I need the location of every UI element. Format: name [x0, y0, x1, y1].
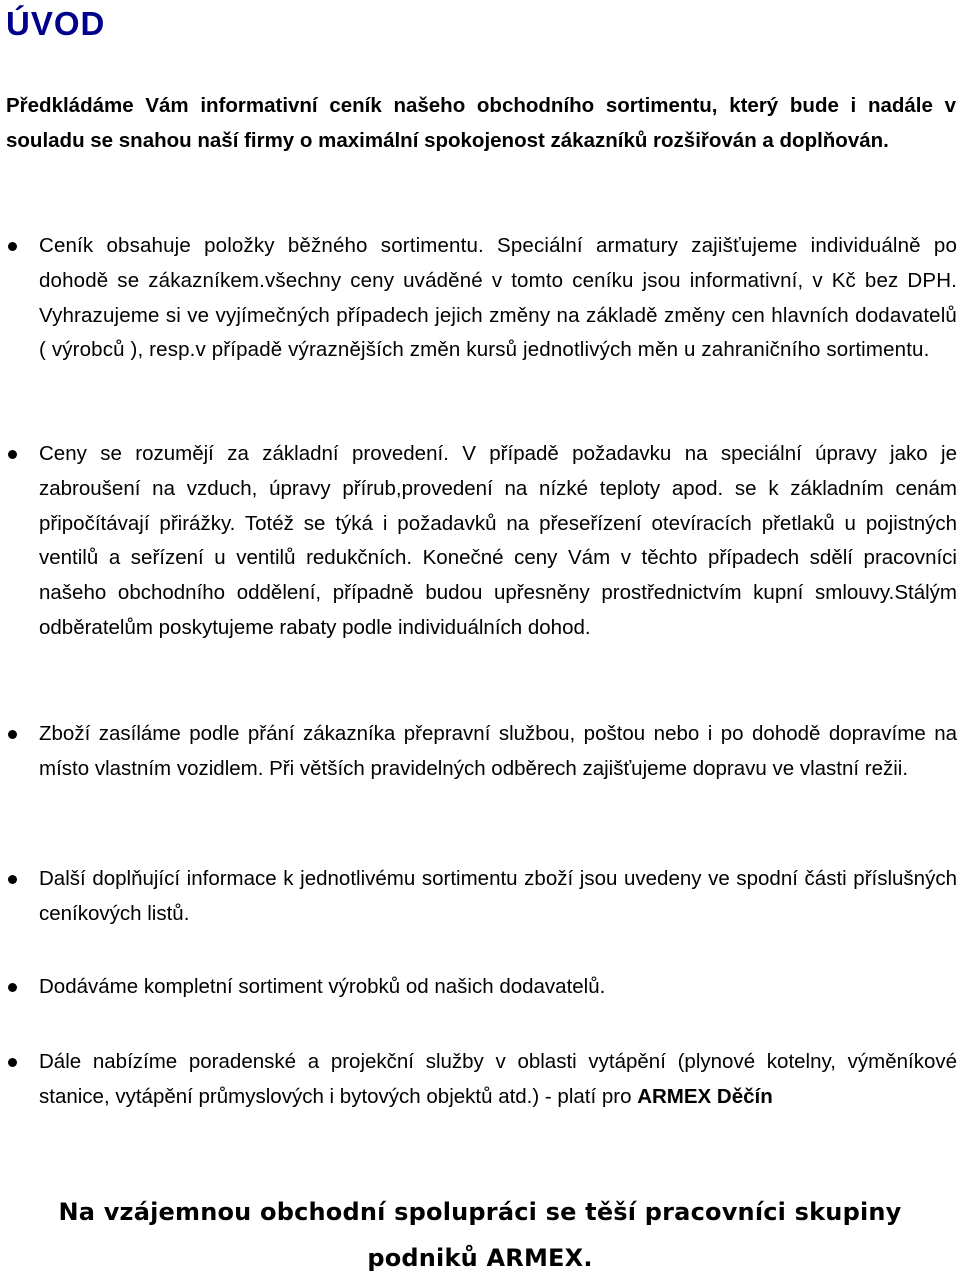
- bullet-icon: [8, 242, 17, 251]
- bullet-text-main: Dále nabízíme poradenské a projekční služby v oblasti vytápění (plynové kotelny, výměníkové stanice, vytápění průmyslových i bytových objektů atd.) - platí pro: [39, 1050, 957, 1108]
- intro-paragraph: Předkládáme Vám informativní ceník našeho obchodního sortimentu, který bude i nadále v souladu se snahou naší firmy o maximální spokojenost zákazníků rozšiřován a doplňován.: [6, 94, 956, 152]
- bullet-icon: [8, 983, 17, 992]
- bullet-text: Dodáváme kompletní sortiment výrobků od našich dodavatelů.: [39, 975, 606, 998]
- bullet-icon: [8, 875, 17, 884]
- bullet-text: Zboží zasíláme podle přání zákazníka přepravní službou, poštou nebo i po dohodě dopravíme na místo vlastním vozidlem. Při větších pravidelných odběrech zajišťujeme dopravu ve vlastní režii.: [39, 722, 957, 780]
- bullet-text: [39, 1045, 957, 1115]
- bullet-icon: [8, 730, 17, 739]
- bullet-icon: [8, 450, 17, 459]
- company-name-emphasis: ARMEX Děčín: [637, 1084, 773, 1108]
- closing-statement: Na vzájemnou obchodní spolupráci se těší pracovníci skupiny podniků ARMEX.: [58, 1198, 902, 1272]
- bullet-text: Ceny se rozumějí za základní provedení. V případě požadavku na speciální úpravy jako je zabroušení na vzduch, úpravy přírub,provedení na nízké teploty apod. se k základním cenám připočítávají přirážky. Totéž se týká i požadavků na přeseřízení otevíracích přetlaků u pojistných ventilů a seřízení u ventilů redukčních. Konečné ceny Vám v těchto případech sdělí pracovníci našeho obchodního oddělení, případně budou upřesněny prostřednictvím kupní smlouvy.Stálým odběratelům poskytujeme rabaty podle individuálních dohod.: [39, 442, 957, 639]
- bullet-text: Ceník obsahuje položky běžného sortimentu. Speciální armatury zajišťujeme individuálně po dohodě se zákazníkem.všechny ceny uváděné v tomto ceníku jsou informativní, v Kč bez DPH. Vyhrazujeme si ve vyjímečných případech jejich změny na základě změny cen hlavních dodavatelů ( výrobců ), resp.v případě výraznějších změn kursů jednotlivých měn u zahraničního sortimentu.: [39, 234, 957, 362]
- bullet-text: Další doplňující informace k jednotlivému sortimentu zboží jsou uvedeny ve spodní části příslušných ceníkových listů.: [39, 867, 957, 925]
- bullet-icon: [8, 1058, 17, 1067]
- page-title: ÚVOD: [6, 5, 106, 42]
